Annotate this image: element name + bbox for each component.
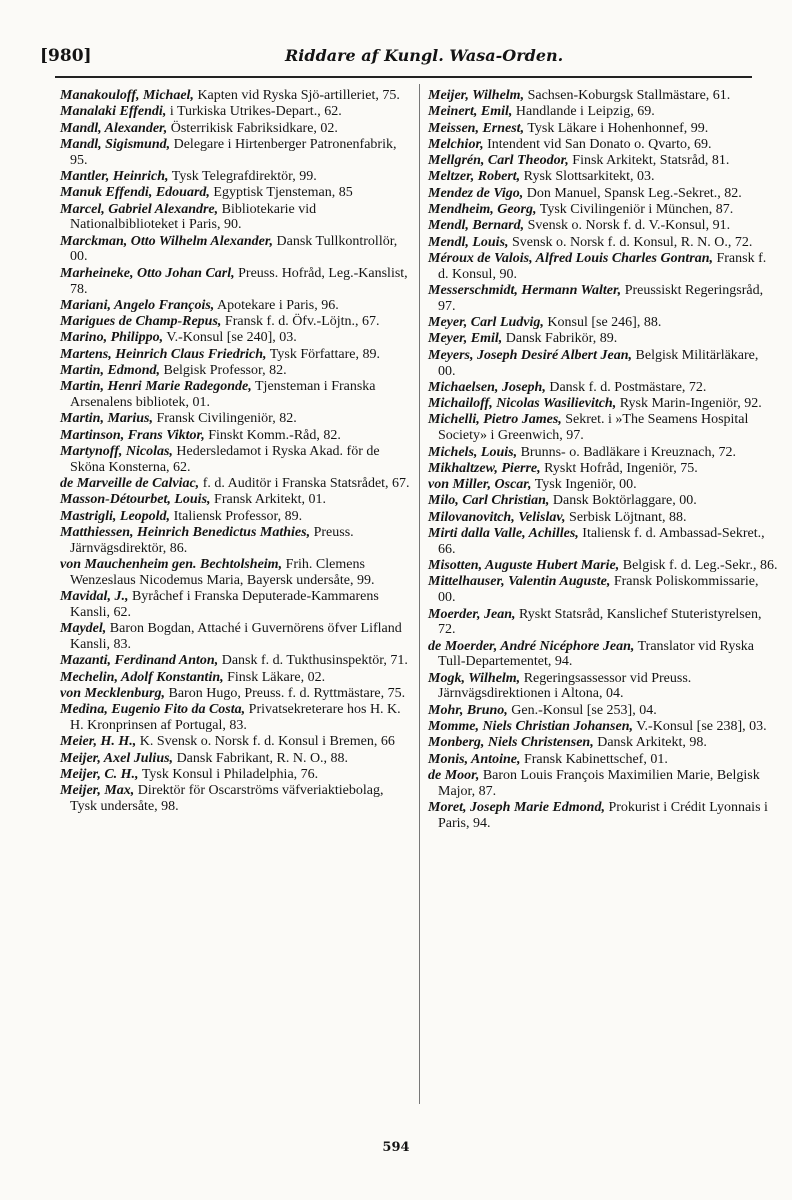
- register-entry: [428, 412, 778, 444]
- register-entry: [428, 202, 778, 218]
- entry-description: Byråchef i Franska Deputerade-Kammarens Kansli, 62.: [70, 589, 379, 620]
- register-entry: [60, 476, 412, 492]
- register-entry: [60, 411, 412, 427]
- entry-description: Fransk Kabinettschef, 01.: [523, 751, 668, 767]
- register-entry: [60, 428, 412, 444]
- register-entry: [60, 444, 412, 476]
- register-entry: [428, 768, 778, 800]
- entry-description: Tysk Ingeniör, 00.: [534, 477, 637, 493]
- entry-description: Direktör för Oscarströms väfveriaktiebolag, Tysk undersåte, 98.: [70, 783, 384, 815]
- entry-description: Dansk Fabrikör, 89.: [505, 331, 618, 347]
- entry-description: Apotekare i Paris, 96.: [217, 297, 339, 313]
- register-entry: [428, 445, 778, 461]
- register-entry: [428, 104, 778, 120]
- register-entry: [428, 461, 778, 477]
- entry-description: Preuss. Hofråd, Leg.-Kanslist, 78.: [70, 265, 408, 297]
- entry-name: Messerschmidt, Hermann Walter,: [428, 283, 622, 299]
- entry-description: Rysk Slottsarkitekt, 03.: [523, 169, 655, 185]
- entry-name: Mastrigli, Leopold,: [60, 508, 171, 524]
- entry-name: Michelli, Pietro James,: [428, 412, 562, 428]
- entry-name: Misotten, Auguste Hubert Marie,: [428, 558, 620, 574]
- entry-name: Mendez de Vigo,: [428, 185, 524, 201]
- register-entry: [60, 121, 412, 137]
- register-entry: [60, 88, 412, 104]
- entry-name: de Moerder, André Nicéphore Jean,: [428, 638, 635, 654]
- register-entry: [60, 347, 412, 363]
- entry-description: Dansk f. d. Tukthusinspektör, 71.: [221, 653, 408, 669]
- entry-description: Dansk Fabrikant, R. N. O., 88.: [176, 750, 349, 766]
- register-entry: [60, 379, 412, 411]
- entry-name: Manuk Effendi, Edouard,: [60, 185, 210, 201]
- register-entry: [428, 752, 778, 768]
- entry-description: Tysk Läkare i Hohenhonnef, 99.: [527, 120, 709, 136]
- entry-description: Fransk f. d. Konsul, 90.: [438, 250, 767, 282]
- register-entry: [428, 574, 778, 606]
- register-entry: [428, 703, 778, 719]
- entry-description: Ryskt Statsråd, Kanslichef Stuteristyrelsen, 72.: [438, 606, 762, 638]
- header-rule: [55, 76, 752, 78]
- entry-name: Mikhaltzew, Pierre,: [428, 460, 541, 476]
- entry-name: Mellgrén, Carl Theodor,: [428, 153, 569, 169]
- register-entry: [428, 251, 778, 283]
- entry-description: Translator vid Ryska Tull-Departementet, 94.: [438, 638, 754, 670]
- entry-description: V.-Konsul [se 238], 03.: [636, 719, 767, 735]
- register-entry: [60, 492, 412, 508]
- entry-name: Marheineke, Otto Johan Carl,: [60, 265, 235, 281]
- entry-description: Brunns- o. Badläkare i Kreuznach, 72.: [520, 444, 736, 460]
- entry-name: Martynoff, Nicolas,: [60, 444, 173, 460]
- entry-name: Meier, H. H.,: [60, 734, 137, 750]
- register-entry: [60, 686, 412, 702]
- entry-description: Belgisk f. d. Leg.-Sekr., 86.: [622, 558, 778, 574]
- entry-name: von Mecklenburg,: [60, 685, 165, 701]
- register-entry: [60, 266, 412, 298]
- entry-name: Moerder, Jean,: [428, 606, 516, 622]
- register-entry: [60, 525, 412, 557]
- entry-description: Ryskt Hofråd, Ingeniör, 75.: [544, 460, 698, 476]
- entry-description: Bibliotekarie vid Nationalbiblioteket i Paris, 90.: [70, 201, 317, 233]
- entry-name: Matthiessen, Heinrich Benedictus Mathies,: [60, 525, 311, 541]
- register-entry: [428, 735, 778, 751]
- register-entry: [60, 104, 412, 120]
- register-entry: [60, 185, 412, 201]
- register-entry: [60, 653, 412, 669]
- entry-name: Michaelsen, Joseph,: [428, 379, 546, 395]
- entry-name: Michels, Louis,: [428, 444, 518, 460]
- entry-description: Hedersledamot i Ryska Akad. för de Sköna Konsterna, 62.: [70, 444, 380, 475]
- entry-description: Baron Bogdan, Attaché i Guvernörens öfver Lifland Kansli, 83.: [70, 621, 402, 653]
- register-entry: [428, 558, 778, 574]
- entry-name: Meijer, Axel Julius,: [60, 750, 174, 766]
- entry-description: i Turkiska Utrikes-Depart., 62.: [169, 104, 342, 120]
- register-entry: [428, 639, 778, 671]
- register-entry: [428, 719, 778, 735]
- register-entry: [60, 202, 412, 234]
- register-entry: [60, 169, 412, 185]
- entry-description: K. Svensk o. Norsk f. d. Konsul i Bremen, 66: [139, 734, 395, 750]
- entry-name: Melchior,: [428, 136, 484, 152]
- entry-name: Meijer, C. H.,: [60, 766, 139, 782]
- entry-description: Serbisk Löjtnant, 88.: [569, 509, 687, 525]
- register-entry: [60, 670, 412, 686]
- entry-name: Milo, Carl Christian,: [428, 493, 550, 509]
- register-entry: [428, 137, 778, 153]
- page-folio: 594: [382, 1140, 410, 1155]
- page-header: [40, 46, 752, 72]
- entry-name: Meyer, Emil,: [428, 331, 503, 347]
- register-entry: [428, 800, 778, 832]
- entry-name: Mendheim, Georg,: [428, 202, 537, 218]
- entry-name: Mechelin, Adolf Konstantin,: [60, 669, 224, 685]
- register-entry: [428, 348, 778, 380]
- entry-name: Mandl, Alexander,: [60, 120, 168, 136]
- entry-name: de Moor,: [428, 767, 480, 783]
- register-entry: [60, 589, 412, 621]
- entry-description: Svensk o. Norsk f. d. Konsul, R. N. O., 72.: [512, 234, 753, 250]
- entry-description: Preuss. Järnvägsdirektör, 86.: [70, 525, 354, 556]
- register-entry: [60, 330, 412, 346]
- entry-name: Momme, Niels Christian Johansen,: [428, 719, 633, 735]
- register-entry: [428, 121, 778, 137]
- register-entry: [428, 607, 778, 639]
- entry-description: Kapten vid Ryska Sjö-artilleriet, 75.: [197, 88, 400, 103]
- entry-description: Sekret. i »The Seamens Hospital Society» i Greenwich, 97.: [438, 412, 749, 444]
- entry-description: Regeringsassessor vid Preuss. Järnvägsdirektionen i Altona, 04.: [438, 670, 692, 702]
- register-entry: [428, 493, 778, 509]
- entry-name: Medina, Eugenio Fito da Costa,: [60, 702, 246, 718]
- entry-description: Fransk f. d. Öfv.-Löjtn., 67.: [224, 314, 380, 330]
- entry-description: Italiensk Professor, 89.: [173, 508, 303, 524]
- entry-name: Mariani, Angelo François,: [60, 297, 215, 313]
- entry-description: Dansk Boktörlaggare, 00.: [552, 493, 697, 509]
- entry-name: Maydel,: [60, 621, 107, 637]
- entry-description: Finsk Läkare, 02.: [227, 669, 326, 685]
- register-entry: [60, 783, 412, 815]
- entry-description: V.-Konsul [se 240], 03.: [166, 330, 297, 346]
- entry-description: Privatsekreterare hos H. K. H. Kronprinsen af Portugal, 83.: [70, 702, 401, 734]
- entry-name: Meijer, Max,: [60, 783, 135, 799]
- entry-name: Martin, Edmond,: [60, 363, 160, 379]
- entry-description: Dansk Tullkontrollör, 00.: [70, 233, 398, 265]
- entry-name: Mavidal, J.,: [60, 589, 129, 605]
- entry-description: Konsul [se 246], 88.: [547, 315, 662, 331]
- entry-description: Don Manuel, Spansk Leg.-Sekret., 82.: [526, 185, 742, 201]
- register-entry: [428, 477, 778, 493]
- register-entry: [428, 283, 778, 315]
- register-entry: [60, 137, 412, 169]
- entry-description: Fransk Poliskommissarie, 00.: [438, 574, 759, 606]
- entry-name: Mandl, Sigismund,: [60, 136, 171, 152]
- entry-name: Martin, Marius,: [60, 411, 153, 427]
- entry-description: Italiensk f. d. Ambassad-Sekret., 66.: [438, 526, 765, 557]
- entry-description: Finskt Komm.-Råd, 82.: [208, 427, 341, 443]
- entry-description: Österrikisk Fabriksidkare, 02.: [170, 120, 338, 136]
- register-entry: [428, 218, 778, 234]
- register-entry: [428, 671, 778, 703]
- entry-name: Mendl, Louis,: [428, 234, 509, 250]
- register-entry: [60, 751, 412, 767]
- entry-description: Belgisk Professor, 82.: [163, 363, 287, 379]
- entry-name: Meyer, Carl Ludvig,: [428, 315, 544, 331]
- entry-name: Meijer, Wilhelm,: [428, 88, 525, 103]
- register-entry: [60, 298, 412, 314]
- entry-name: Marino, Philippo,: [60, 330, 164, 346]
- entry-description: Baron Louis François Maximilien Marie, Belgisk Major, 87.: [438, 767, 760, 799]
- entry-name: de Marveille de Calviac,: [60, 476, 200, 492]
- register-entry: [60, 363, 412, 379]
- register-entry: [60, 314, 412, 330]
- register-entry: [428, 315, 778, 331]
- entry-name: Milovanovitch, Velislav,: [428, 509, 566, 525]
- entry-name: Monis, Antoine,: [428, 751, 521, 767]
- register-entry: [428, 510, 778, 526]
- register-entry: [428, 186, 778, 202]
- entry-name: Mantler, Heinrich,: [60, 168, 169, 184]
- entry-description: Rysk Marin-Ingeniör, 92.: [619, 396, 762, 412]
- entry-description: Intendent vid San Donato o. Qvarto, 69.: [487, 136, 712, 152]
- entry-name: Meltzer, Robert,: [428, 169, 521, 185]
- entry-description: Sachsen-Koburgsk Stallmästare, 61.: [527, 88, 731, 103]
- entry-description: Svensk o. Norsk f. d. V.-Konsul, 91.: [527, 218, 731, 234]
- entry-name: Masson-Détourbet, Louis,: [60, 492, 211, 508]
- column-divider: [419, 84, 420, 1104]
- entry-name: Meissen, Ernest,: [428, 120, 525, 136]
- entry-name: Manalaki Effendi,: [60, 104, 167, 120]
- register-entry: [428, 396, 778, 412]
- register-entry: [428, 235, 778, 251]
- entry-name: von Mauchenheim gen. Bechtolsheim,: [60, 557, 283, 573]
- register-entry: [60, 702, 412, 734]
- right-column: [428, 88, 778, 832]
- entry-description: Fransk Civilingeniör, 82.: [156, 411, 297, 427]
- entry-description: Prokurist i Crédit Lyonnais i Paris, 94.: [438, 800, 768, 831]
- entry-description: Tysk Konsul i Philadelphia, 76.: [141, 766, 319, 782]
- entry-description: Fransk Arkitekt, 01.: [214, 492, 327, 508]
- register-entry: [428, 88, 778, 104]
- entry-description: Baron Hugo, Preuss. f. d. Ryttmästare, 75.: [168, 685, 406, 701]
- register-entry: [60, 557, 412, 589]
- entry-name: Moret, Joseph Marie Edmond,: [428, 800, 605, 816]
- entry-description: Belgisk Militärläkare, 00.: [438, 347, 759, 379]
- entry-description: Gen.-Konsul [se 253], 04.: [511, 702, 657, 718]
- register-entry: [428, 526, 778, 558]
- entry-description: Tysk Civilingeniör i München, 87.: [539, 202, 734, 218]
- entry-name: Marcel, Gabriel Alexandre,: [60, 201, 219, 217]
- entry-name: Mittelhauser, Valentin Auguste,: [428, 574, 611, 590]
- entry-description: Finsk Arkitekt, Statsråd, 81.: [572, 153, 730, 169]
- entry-name: Mendl, Bernard,: [428, 218, 525, 234]
- entry-name: Méroux de Valois, Alfred Louis Charles Gontran,: [428, 250, 713, 266]
- entry-description: Egyptisk Tjensteman, 85: [213, 185, 353, 201]
- entry-name: von Miller, Oscar,: [428, 477, 532, 493]
- entry-name: Mohr, Bruno,: [428, 702, 508, 718]
- register-entry: [428, 331, 778, 347]
- entry-description: Tysk Telegrafdirektör, 99.: [171, 168, 317, 184]
- register-entry: [60, 767, 412, 783]
- entry-name: Marigues de Champ-Repus,: [60, 314, 222, 330]
- entry-name: Mirti dalla Valle, Achilles,: [428, 526, 579, 542]
- entry-description: Preussiskt Regeringsråd, 97.: [438, 283, 764, 314]
- register-entry: [60, 621, 412, 653]
- entry-description: Tysk Författare, 89.: [269, 346, 381, 362]
- entry-description: f. d. Auditör i Franska Statsrådet, 67.: [202, 476, 410, 492]
- entry-name: Monberg, Niels Christensen,: [428, 735, 594, 751]
- entry-description: Dansk f. d. Postmästare, 72.: [549, 379, 707, 395]
- entry-name: Meinert, Emil,: [428, 104, 513, 120]
- entry-name: Martinson, Frans Viktor,: [60, 427, 205, 443]
- entry-description: Dansk Arkitekt, 98.: [597, 735, 707, 751]
- entry-name: Meyers, Joseph Desiré Albert Jean,: [428, 347, 633, 363]
- entry-description: Delegare i Hirtenberger Patronenfabrik, 95.: [70, 136, 397, 168]
- entry-description: Frih. Clemens Wenzeslaus Nicodemus Maria, Bayersk undersåte, 99.: [70, 557, 375, 588]
- register-entry: [60, 509, 412, 525]
- entry-name: Martens, Heinrich Claus Friedrich,: [60, 346, 267, 362]
- running-title: Riddare af Kungl. Wasa-Orden.: [285, 46, 564, 65]
- register-entry: [428, 153, 778, 169]
- register-entry: [60, 734, 412, 750]
- entry-description: Tjensteman i Franska Arsenalens bibliotek, 01.: [70, 379, 376, 411]
- entry-description: Handlande i Leipzig, 69.: [515, 104, 655, 120]
- entry-name: Marckman, Otto Wilhelm Alexander,: [60, 233, 274, 249]
- register-entry: [428, 380, 778, 396]
- entry-name: Mazanti, Ferdinand Anton,: [60, 653, 219, 669]
- entry-name: Martin, Henri Marie Radegonde,: [60, 379, 252, 395]
- entry-name: Michailoff, Nicolas Wasilievitch,: [428, 396, 617, 412]
- page-number: [980]: [40, 46, 92, 66]
- register-entry: [428, 169, 778, 185]
- left-column: [60, 88, 412, 815]
- entry-name: Mogk, Wilhelm,: [428, 670, 521, 686]
- register-entry: [60, 234, 412, 266]
- entry-name: Manakouloff, Michael,: [60, 88, 194, 103]
